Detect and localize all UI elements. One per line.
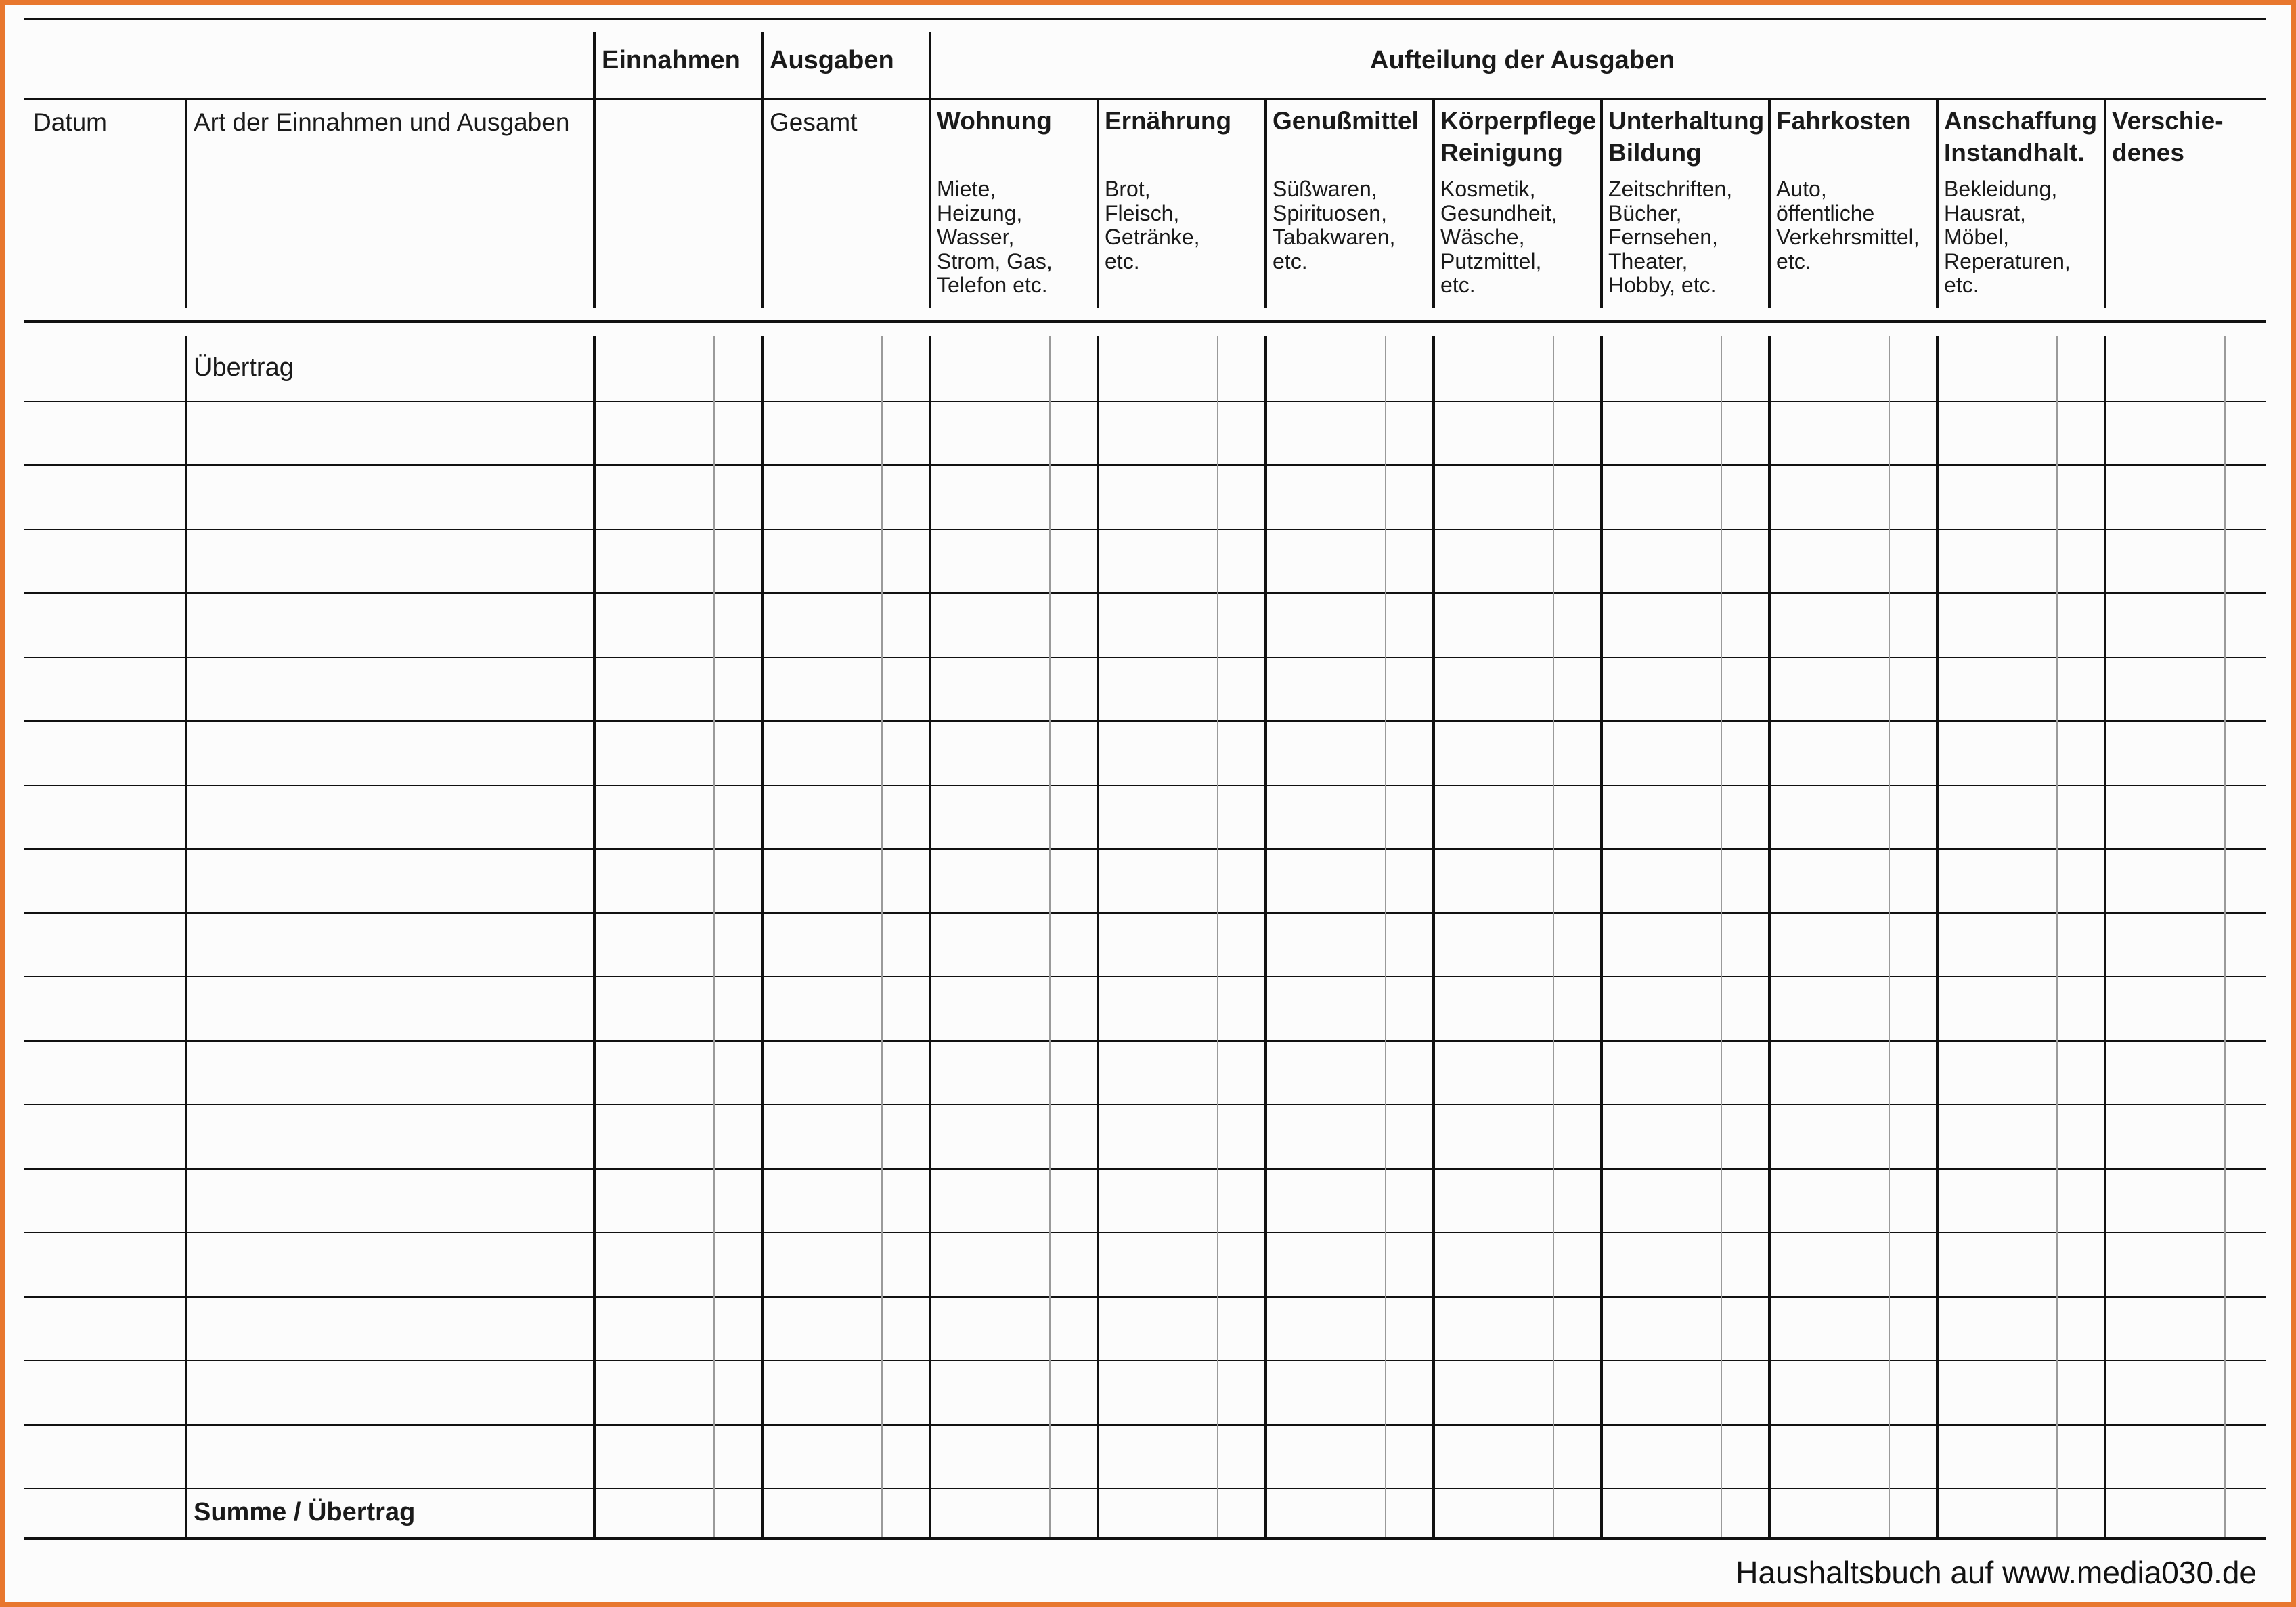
cents-subdivider	[2224, 336, 2226, 1537]
row-divider	[24, 1424, 2266, 1426]
cents-subdivider	[881, 336, 883, 1537]
category-example-line: Hobby, etc.	[1608, 273, 1717, 297]
category-example-line: etc.	[1273, 248, 1308, 273]
category-example-line: Möbel,	[1944, 225, 2010, 249]
category-example-line: Tabakwaren,	[1273, 225, 1396, 249]
row-divider	[24, 1296, 2266, 1298]
row-divider	[24, 1040, 2266, 1042]
subheader-rule	[24, 98, 2266, 100]
cents-subdivider	[1385, 336, 1386, 1537]
cents-subdivider	[1721, 336, 1722, 1537]
column-divider	[1432, 336, 1435, 1537]
row-divider	[24, 657, 2266, 658]
uebertrag-label: Übertrag	[194, 353, 294, 382]
category-example-line: etc.	[1776, 248, 1811, 273]
header-divider	[1600, 100, 1603, 308]
row-divider	[24, 912, 2266, 914]
category-example-line: Süßwaren,	[1273, 177, 1377, 201]
row-divider	[24, 785, 2266, 786]
header-bottom-rule	[24, 320, 2266, 323]
cents-subdivider	[1049, 336, 1051, 1537]
header-divider	[1936, 100, 1939, 308]
category-example-line: etc.	[1944, 273, 1979, 297]
category-example-line: Auto,	[1776, 177, 1827, 201]
category-example-line: Kosmetik,	[1440, 177, 1536, 201]
header-divider	[761, 32, 764, 308]
category-example-line: Bücher,	[1608, 200, 1682, 225]
category-title-line: Unterhaltung	[1608, 107, 1765, 135]
column-divider	[929, 336, 931, 1537]
row-divider	[24, 529, 2266, 530]
header-divider	[1432, 100, 1435, 308]
category-title-line: Genußmittel	[1273, 107, 1419, 135]
cents-subdivider	[1553, 336, 1554, 1537]
category-example-line: Verkehrsmittel,	[1776, 225, 1920, 249]
header-divider	[593, 32, 596, 308]
top-rule	[24, 18, 2266, 20]
category-example-line: Zeitschriften,	[1608, 177, 1733, 201]
category-example-line: etc.	[1440, 273, 1476, 297]
column-divider	[1768, 336, 1771, 1537]
category-example-line: Gesundheit,	[1440, 200, 1558, 225]
category-title-line: denes	[2112, 139, 2184, 167]
header-ausgaben: Ausgaben	[770, 46, 894, 74]
category-title-line: Bildung	[1608, 139, 1702, 167]
header-divider	[1264, 100, 1267, 308]
header-divider	[2104, 100, 2106, 308]
row-divider	[24, 401, 2266, 402]
category-example-line: Fleisch,	[1105, 200, 1180, 225]
category-example-line: etc.	[1105, 248, 1140, 273]
category-example-line: Putzmittel,	[1440, 248, 1542, 273]
category-example-line: Brot,	[1105, 177, 1151, 201]
footer-note: Haushaltsbuch auf www.media030.de	[1736, 1555, 2257, 1590]
cents-subdivider	[1217, 336, 1218, 1537]
category-example-line: Wäsche,	[1440, 225, 1525, 249]
header-aufteilung: Aufteilung der Ausgaben	[1370, 46, 1675, 74]
column-divider	[185, 336, 187, 1537]
summe-uebertrag-label: Summe / Übertrag	[194, 1498, 416, 1526]
category-example-line: Getränke,	[1105, 225, 1200, 249]
category-example-line: Strom, Gas,	[937, 248, 1053, 273]
cents-subdivider	[2056, 336, 2058, 1537]
row-divider	[24, 976, 2266, 977]
category-example-line: Telefon etc.	[937, 273, 1048, 297]
column-divider	[593, 336, 596, 1537]
row-divider	[24, 1360, 2266, 1361]
header-divider	[185, 100, 187, 308]
column-divider	[1264, 336, 1267, 1537]
category-title-line: Reinigung	[1440, 139, 1563, 167]
category-title-line: Fahrkosten	[1776, 107, 1912, 135]
category-title-line: Instandhalt.	[1944, 139, 2085, 167]
row-divider	[24, 464, 2266, 466]
row-divider	[24, 1168, 2266, 1170]
column-art: Art der Einnahmen und Ausgaben	[194, 108, 570, 136]
category-title-line: Ernährung	[1105, 107, 1232, 135]
category-title-line: Körperpflege	[1440, 107, 1597, 135]
table-bottom-rule	[24, 1537, 2266, 1540]
category-example-line: Hausrat,	[1944, 200, 2026, 225]
header-einnahmen: Einnahmen	[602, 46, 741, 74]
column-divider	[1097, 336, 1099, 1537]
cents-subdivider	[1889, 336, 1890, 1537]
category-example-line: Miete,	[937, 177, 996, 201]
row-divider	[24, 592, 2266, 594]
cents-subdivider	[713, 336, 715, 1537]
column-divider	[761, 336, 764, 1537]
row-divider	[24, 1232, 2266, 1233]
column-datum: Datum	[33, 108, 107, 136]
category-example-line: Bekleidung,	[1944, 177, 2058, 201]
header-divider	[1768, 100, 1771, 308]
category-example-line: Reperaturen,	[1944, 248, 2071, 273]
category-example-line: Wasser,	[937, 225, 1015, 249]
row-divider	[24, 1104, 2266, 1105]
category-title-line: Anschaffung	[1944, 107, 2098, 135]
header-divider	[929, 32, 931, 308]
column-divider	[1600, 336, 1603, 1537]
column-divider	[2104, 336, 2106, 1537]
header-divider	[1097, 100, 1099, 308]
category-example-line: Spirituosen,	[1273, 200, 1387, 225]
category-example-line: Theater,	[1608, 248, 1688, 273]
row-divider	[24, 848, 2266, 850]
column-divider	[1936, 336, 1939, 1537]
row-divider	[24, 720, 2266, 722]
category-title-line: Verschie-	[2112, 107, 2224, 135]
column-gesamt: Gesamt	[770, 108, 858, 136]
category-title-line: Wohnung	[937, 107, 1052, 135]
category-example-line: Heizung,	[937, 200, 1023, 225]
row-divider	[24, 1488, 2266, 1489]
category-example-line: öffentliche	[1776, 200, 1875, 225]
category-example-line: Fernsehen,	[1608, 225, 1718, 249]
